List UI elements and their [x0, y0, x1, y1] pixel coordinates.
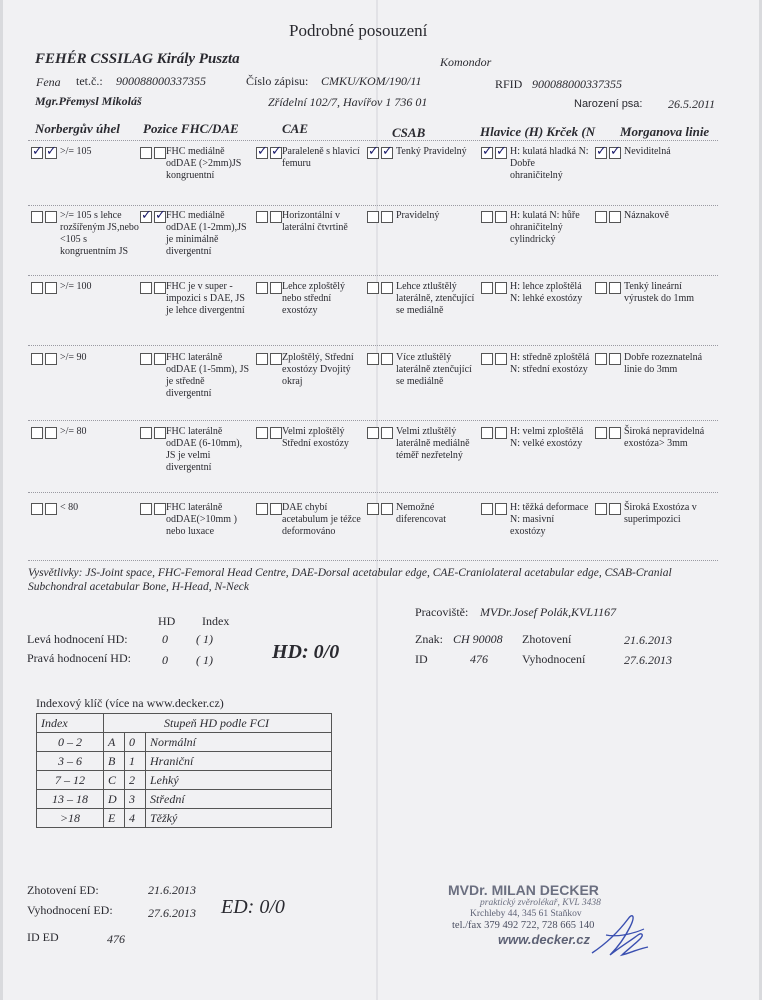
grade-checkbox[interactable]: [256, 147, 268, 159]
grade-cell-norberg: >/= 80: [60, 426, 87, 437]
key-row: [37, 752, 332, 771]
checkbox-pair-position: [140, 427, 168, 445]
key-row: [37, 771, 332, 790]
grade-checkbox[interactable]: [140, 211, 152, 223]
grade-cell-csab: Nemožné diferencovat: [396, 502, 446, 525]
id-label: ID: [415, 652, 428, 666]
grade-cell-norberg: >/= 105 s lehce rozšířeným JS,nebo <105 s kongruentním JS: [60, 210, 139, 257]
grade-checkbox[interactable]: [154, 211, 166, 223]
reg-label: Číslo zápisu:: [246, 74, 309, 88]
right-hd-value: 0: [162, 653, 168, 667]
grade-checkbox[interactable]: [609, 427, 621, 439]
checkbox-pair-norberg: [31, 147, 59, 165]
grade-checkbox[interactable]: [256, 353, 268, 365]
key-grade-name: Lehký: [146, 771, 332, 790]
hd-result: HD: 0/0: [272, 641, 340, 663]
row-divider: [28, 492, 718, 493]
key-header-row: [37, 714, 332, 733]
checkbox-pair-csab: [367, 353, 395, 371]
col-header-head-neck: Hlavice (H) Krček (N: [480, 124, 596, 139]
grade-cell-csab: Velmi ztluštělý laterálně mediálně téměř nezřetelný: [396, 426, 470, 461]
key-grade-name: Střední: [146, 790, 332, 809]
grade-cell-cae: Velmi zploštělý Střední exostózy: [282, 426, 349, 449]
grade-checkbox[interactable]: [140, 282, 152, 294]
grade-cell-norberg: >/= 90: [60, 352, 87, 363]
checkbox-pair-head-neck: [481, 353, 509, 371]
grade-cell-csab: Více ztluštělý laterálně ztenčující se mediálně: [396, 352, 472, 387]
left-hd-value: 0: [162, 632, 168, 646]
ed-made-label: Zhotovení ED:: [27, 883, 99, 897]
grade-cell-morgan: Široká Exostóza v superimpozici: [624, 502, 697, 525]
grade-checkbox[interactable]: [140, 503, 152, 515]
tet-value: 900088000337355: [116, 74, 206, 88]
checkbox-pair-norberg: [31, 211, 59, 229]
col-header-csab: CSAB: [392, 125, 426, 140]
checkbox-pair-head-neck: [481, 427, 509, 445]
grade-checkbox[interactable]: [595, 353, 607, 365]
grade-cell-head-neck: H: těžká deformace N: masivní exostózy: [510, 502, 589, 537]
ed-result: ED: 0/0: [221, 896, 285, 918]
grade-checkbox[interactable]: [495, 147, 507, 159]
checkbox-pair-norberg: [31, 282, 59, 300]
grade-cell-norberg: < 80: [60, 502, 79, 513]
grade-checkbox[interactable]: [140, 353, 152, 365]
grade-checkbox[interactable]: [140, 147, 152, 159]
grade-cell-cae: Lehce zploštělý nebo střední exostózy: [282, 281, 346, 316]
grade-checkbox[interactable]: [270, 427, 282, 439]
grade-checkbox[interactable]: [495, 282, 507, 294]
grade-checkbox[interactable]: [481, 353, 493, 365]
col-header-cae: CAE: [282, 121, 309, 136]
grade-checkbox[interactable]: [31, 353, 43, 365]
grade-cell-cae: Paraleleně s hlavicí femuru: [282, 146, 360, 169]
key-row: [37, 733, 332, 752]
stamp-line2: Krchleby 44, 345 61 Staňkov: [470, 909, 582, 919]
checkbox-pair-cae: [256, 427, 284, 445]
grade-checkbox[interactable]: [595, 282, 607, 294]
key-index: 3 – 6: [37, 752, 104, 771]
grade-cell-position: FHC mediálně odDAE (1-2mm),JS je minimálně divergentní: [166, 210, 247, 257]
checkbox-pair-morgan: [595, 211, 623, 229]
key-grade-name: Normální: [146, 733, 332, 752]
key-index: 13 – 18: [37, 790, 104, 809]
key-letter: B: [104, 752, 125, 771]
grade-cell-head-neck: H: kulatá hladká N: Dobře ohraničitelný: [510, 146, 589, 181]
right-index-value: ( 1): [196, 653, 213, 667]
grade-checkbox[interactable]: [367, 282, 379, 294]
grade-checkbox[interactable]: [256, 503, 268, 515]
signature: [586, 905, 656, 965]
grade-cell-morgan: Dobře rozeznatelná linie do 3mm: [624, 352, 703, 375]
key-index: 7 – 12: [37, 771, 104, 790]
checkbox-pair-position: [140, 353, 168, 371]
grade-checkbox[interactable]: [31, 503, 43, 515]
grade-checkbox[interactable]: [367, 427, 379, 439]
legend-text: Vysvětlivky: JS-Joint space, FHC-Femoral Head Centre, DAE-Dorsal acetabular edge, CAE-Craniolateral acetabular edge, CSAB-Cranial Subchondral acetabular Bone, H-Head, N-Neck: [28, 567, 672, 593]
left-hd-label: Levá hodnocení HD:: [27, 632, 128, 646]
checkbox-pair-morgan: [595, 427, 623, 445]
grade-cell-csab: Lehce ztluštělý laterálně, ztenčující se mediálně: [396, 281, 475, 316]
key-letter: C: [104, 771, 125, 790]
checkbox-pair-morgan: [595, 353, 623, 371]
key-grade-number: 0: [125, 733, 146, 752]
key-grade-number: 3: [125, 790, 146, 809]
workplace-label: Pracoviště:: [415, 605, 469, 619]
left-index-value: ( 1): [196, 632, 213, 646]
grade-checkbox[interactable]: [481, 211, 493, 223]
col-header-position: Pozice FHC/DAE: [143, 121, 239, 136]
grade-checkbox[interactable]: [495, 427, 507, 439]
key-grade-number: 1: [125, 752, 146, 771]
grade-checkbox[interactable]: [154, 503, 166, 515]
breed: Komondor: [440, 55, 492, 69]
grade-checkbox[interactable]: [381, 353, 393, 365]
sex: Fena: [36, 75, 61, 89]
checkbox-pair-head-neck: [481, 147, 509, 165]
grade-checkbox[interactable]: [31, 211, 43, 223]
grade-cell-cae: DAE chybí acetabulum je téžce deformováno: [282, 502, 361, 537]
checkbox-pair-cae: [256, 147, 284, 165]
checkbox-pair-head-neck: [481, 211, 509, 229]
grade-checkbox[interactable]: [31, 282, 43, 294]
key-grade-number: 4: [125, 809, 146, 828]
grade-checkbox[interactable]: [256, 211, 268, 223]
checkbox-pair-morgan: [595, 147, 623, 165]
grade-checkbox[interactable]: [270, 353, 282, 365]
stamp-name: MVDr. MILAN DECKER: [448, 882, 599, 898]
checkbox-pair-position: [140, 147, 168, 165]
grade-checkbox[interactable]: [270, 503, 282, 515]
checkbox-pair-position: [140, 282, 168, 300]
grade-checkbox[interactable]: [481, 282, 493, 294]
row-divider: [28, 205, 718, 206]
grade-checkbox[interactable]: [609, 503, 621, 515]
grade-checkbox[interactable]: [270, 282, 282, 294]
key-letter: A: [104, 733, 125, 752]
checkbox-pair-csab: [367, 147, 395, 165]
key-index: >18: [37, 809, 104, 828]
row-divider: [28, 140, 718, 141]
grade-checkbox[interactable]: [595, 147, 607, 159]
grade-checkbox[interactable]: [481, 503, 493, 515]
grade-checkbox[interactable]: [367, 147, 379, 159]
grade-checkbox[interactable]: [270, 147, 282, 159]
grade-checkbox[interactable]: [45, 147, 57, 159]
grade-checkbox[interactable]: [609, 147, 621, 159]
checkbox-pair-norberg: [31, 353, 59, 371]
grade-checkbox[interactable]: [154, 427, 166, 439]
grade-cell-head-neck: H: středně zploštělá N: střední exostózy: [510, 352, 590, 375]
checkbox-pair-cae: [256, 503, 284, 521]
grade-checkbox[interactable]: [367, 503, 379, 515]
grade-checkbox[interactable]: [609, 282, 621, 294]
tet-label: tet.č.:: [76, 74, 103, 88]
grade-cell-cae: Horizontální v laterální čtvrtině: [282, 210, 348, 233]
grade-cell-head-neck: H: kulatá N: hůře ohraničitelný cylindrický: [510, 210, 580, 245]
ed-made-value: 21.6.2013: [148, 883, 196, 897]
workplace-value: MVDr.Josef Polák,KVL1167: [480, 605, 617, 619]
grade-checkbox[interactable]: [495, 503, 507, 515]
grade-cell-position: FHC laterálně odDAE(>10mm ) nebo luxace: [166, 502, 237, 537]
key-grade-name: Hraniční: [146, 752, 332, 771]
grade-checkbox[interactable]: [609, 211, 621, 223]
grade-checkbox[interactable]: [256, 427, 268, 439]
grade-checkbox[interactable]: [381, 147, 393, 159]
grade-checkbox[interactable]: [381, 427, 393, 439]
grade-cell-cae: Zploštělý, Střední exostózy Dvojitý okraj: [282, 352, 354, 387]
made-label: Zhotovení: [522, 632, 572, 646]
checkbox-pair-morgan: [595, 282, 623, 300]
grade-checkbox[interactable]: [495, 353, 507, 365]
key-index: 0 – 2: [37, 733, 104, 752]
index-column-label: Index: [202, 614, 230, 628]
row-divider: [28, 275, 718, 276]
grade-cell-norberg: >/= 100: [60, 281, 92, 292]
checkbox-pair-cae: [256, 353, 284, 371]
grade-checkbox[interactable]: [495, 211, 507, 223]
ed-id-value: 476: [107, 932, 125, 946]
grade-checkbox[interactable]: [481, 147, 493, 159]
grade-checkbox[interactable]: [45, 353, 57, 365]
reg-value: CMKU/KOM/190/11: [321, 74, 422, 88]
checkbox-pair-csab: [367, 282, 395, 300]
grade-checkbox[interactable]: [31, 147, 43, 159]
grade-cell-morgan: Náznakově: [624, 210, 669, 221]
eval-label: Vyhodnocení: [522, 652, 586, 666]
key-head-index: Index: [37, 714, 104, 733]
made-value: 21.6.2013: [624, 633, 672, 647]
grade-checkbox[interactable]: [595, 211, 607, 223]
grade-cell-position: FHC laterálně odDAE (1-5mm), JS je středně divergentní: [166, 352, 250, 399]
stamp-web: www.decker.cz: [498, 932, 591, 947]
owner-name: Mgr.Přemysl Mikoláš: [35, 94, 142, 108]
grade-checkbox[interactable]: [45, 282, 57, 294]
checkbox-pair-cae: [256, 211, 284, 229]
key-grade-name: Těžký: [146, 809, 332, 828]
ed-id-label: ID ED: [27, 930, 59, 944]
owner-address: Zřídelní 102/7, Havířov 1 736 01: [268, 95, 428, 109]
grade-checkbox[interactable]: [381, 282, 393, 294]
key-head-grade: Stupeň HD podle FCI: [104, 714, 332, 733]
key-letter: E: [104, 809, 125, 828]
grade-checkbox[interactable]: [45, 427, 57, 439]
birth-value: 26.5.2011: [668, 97, 716, 111]
grade-cell-head-neck: H: lehce zploštělá N: lehké exostózy: [510, 281, 583, 304]
grade-cell-morgan: Široká nepravidelná exostóza> 3mm: [624, 426, 705, 449]
checkbox-pair-csab: [367, 503, 395, 521]
col-header-norberg: Norbergův úhel: [35, 121, 120, 136]
hd-column-label: HD: [158, 614, 176, 628]
ed-eval-label: Vyhodnocení ED:: [27, 903, 113, 917]
grade-checkbox[interactable]: [381, 503, 393, 515]
checkbox-pair-norberg: [31, 503, 59, 521]
grade-cell-csab: Tenký Pravidelný: [396, 146, 467, 157]
checkbox-pair-cae: [256, 282, 284, 300]
checkbox-pair-position: [140, 211, 168, 229]
key-row: [37, 809, 332, 828]
key-caption: Indexový klíč (více na www.decker.cz): [36, 696, 224, 710]
stamp-line3: tel./fax 379 492 722, 728 665 140: [452, 920, 595, 931]
grade-checkbox[interactable]: [31, 427, 43, 439]
grade-checkbox[interactable]: [140, 427, 152, 439]
key-grade-number: 2: [125, 771, 146, 790]
key-row: [37, 790, 332, 809]
checkbox-pair-head-neck: [481, 282, 509, 300]
col-header-morgan: Morganova linie: [620, 124, 710, 139]
grade-checkbox[interactable]: [609, 353, 621, 365]
grade-cell-position: FHC laterálně odDAE (6-10mm), JS je velmi divergentní: [166, 426, 243, 473]
grade-checkbox[interactable]: [45, 211, 57, 223]
stamp-line1: praktický zvěrolékař, KVL 3438: [480, 898, 601, 908]
grade-checkbox[interactable]: [595, 503, 607, 515]
checkbox-pair-csab: [367, 211, 395, 229]
grade-cell-morgan: Neviditelná: [624, 146, 671, 157]
index-key-table: [36, 713, 332, 828]
rfid-label: RFID: [495, 77, 523, 91]
report-title: Podrobné posouzení: [289, 21, 428, 40]
grade-checkbox[interactable]: [45, 503, 57, 515]
row-divider: [28, 560, 718, 561]
id-value: 476: [470, 652, 488, 666]
grade-cell-head-neck: H: velmi zploštělá N: velké exostózy: [510, 426, 584, 449]
checkbox-pair-csab: [367, 427, 395, 445]
grade-checkbox[interactable]: [381, 211, 393, 223]
checkbox-pair-position: [140, 503, 168, 521]
grade-checkbox[interactable]: [154, 282, 166, 294]
grade-checkbox[interactable]: [154, 147, 166, 159]
grade-cell-position: FHC je v super - impozici s DAE, JS je lehce divergentní: [166, 281, 245, 316]
row-divider: [28, 345, 718, 346]
grade-cell-norberg: >/= 105: [60, 146, 92, 157]
grade-cell-position: FHC mediálně odDAE (>2mm)JS kongruentní: [166, 146, 242, 181]
right-hd-label: Pravá hodnocení HD:: [27, 651, 131, 665]
grade-checkbox[interactable]: [367, 211, 379, 223]
rfid-value: 900088000337355: [532, 77, 622, 91]
dog-name: FEHÉR CSSILAG Király Puszta: [35, 51, 240, 67]
checkbox-pair-head-neck: [481, 503, 509, 521]
row-divider: [28, 420, 718, 421]
checkbox-pair-norberg: [31, 427, 59, 445]
grade-checkbox[interactable]: [154, 353, 166, 365]
birth-label: Narození psa:: [574, 98, 643, 110]
grade-checkbox[interactable]: [367, 353, 379, 365]
ed-eval-value: 27.6.2013: [148, 906, 196, 920]
checkbox-pair-morgan: [595, 503, 623, 521]
key-letter: D: [104, 790, 125, 809]
znak-label: Znak:: [415, 632, 443, 646]
grade-checkbox[interactable]: [270, 211, 282, 223]
eval-value: 27.6.2013: [624, 653, 672, 667]
grade-cell-morgan: Tenký lineární výrustek do 1mm: [624, 281, 694, 304]
grade-cell-csab: Pravidelný: [396, 210, 440, 221]
grade-checkbox[interactable]: [595, 427, 607, 439]
grade-checkbox[interactable]: [481, 427, 493, 439]
grade-checkbox[interactable]: [256, 282, 268, 294]
znak-value: CH 90008: [453, 632, 503, 646]
